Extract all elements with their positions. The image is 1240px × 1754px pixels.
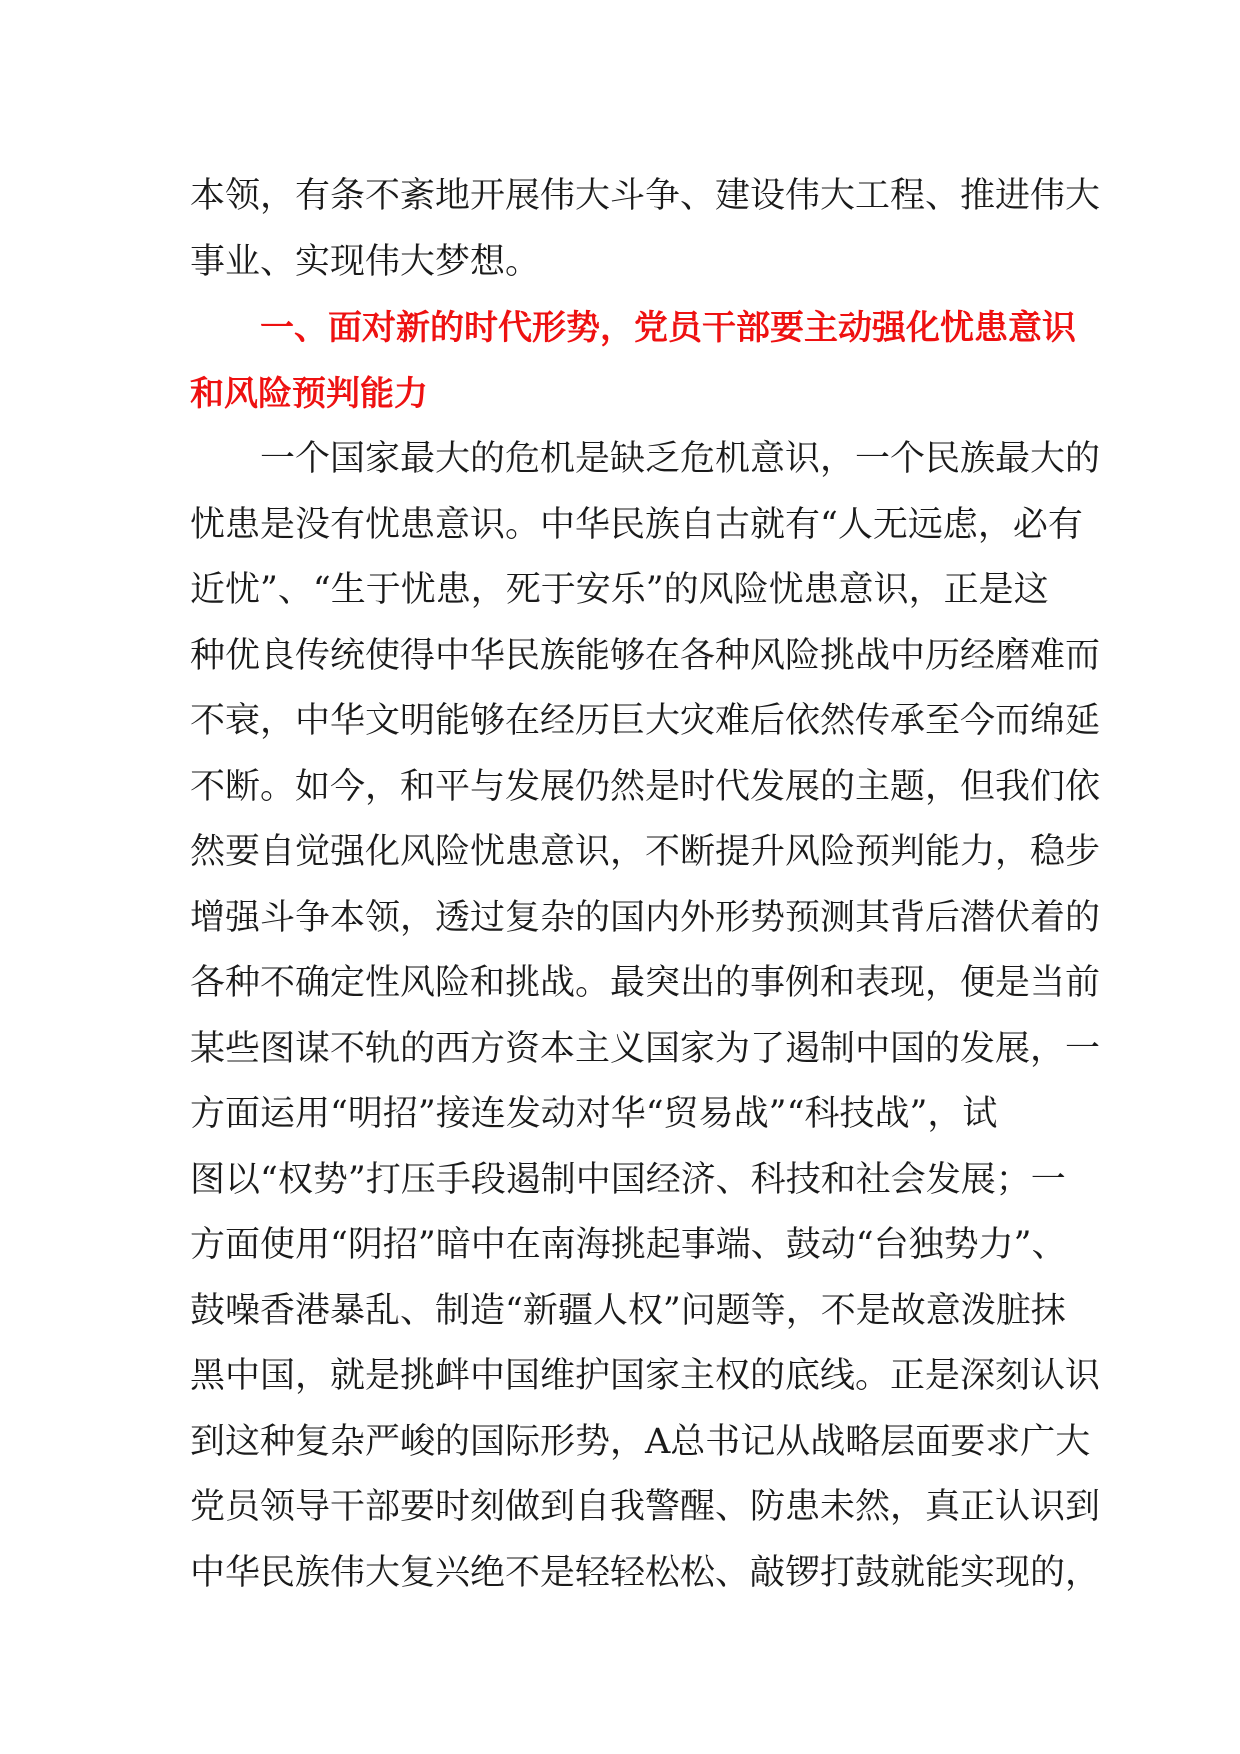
text-line: 增强斗争本领，透过复杂的国内外形势预测其背后潜伏着的 (190, 897, 1101, 938)
text-line: 不断。如今，和平与发展仍然是时代发展的主题，但我们依 (190, 766, 1101, 807)
paragraph-1 (190, 427, 1101, 1606)
text-line: 鼓噪香港暴乱、制造“新疆人权”问题等，不是故意泼脏抹 (190, 1290, 1066, 1331)
heading-line: 和风险预判能力 (190, 373, 428, 414)
text-line: 本领，有条不紊地开展伟大斗争、建设伟大工程、推进伟大 (190, 176, 1101, 216)
text-line: 种优良传统使得中华民族能够在各种风险挑战中历经磨难而 (190, 635, 1101, 676)
text-line: 不衰，中华文明能够在经历巨大灾难后依然传承至今而绵延 (190, 701, 1101, 741)
text-line: 方面使用“阴招”暗中在南海挑起事端、鼓动“台独势力”、 (190, 1225, 1067, 1265)
text-line: 然要自觉强化风险忧患意识，不断提升风险预判能力，稳步 (190, 832, 1101, 872)
text-line: 近忧”、“生于忧患，死于安乐”的风险忧患意识，正是这 (190, 570, 1049, 610)
text-line: 图以“权势”打压手段遏制中国经济、科技和社会发展；一 (190, 1159, 1066, 1200)
text-line: 中华民族伟大复兴绝不是轻轻松松、敲锣打鼓就能实现的， (190, 1552, 1101, 1593)
section-heading-1 (190, 296, 1076, 427)
text-line: 方面运用“明招”接连发动对华“贸易战”“科技战”，试 (190, 1094, 998, 1134)
paragraph-intro-continuation (190, 164, 1101, 295)
heading-line: 一、面对新的时代形势，党员干部要主动强化忧患意识 (260, 308, 1076, 348)
text-line: 各种不确定性风险和挑战。最突出的事例和表现，便是当前 (190, 963, 1101, 1003)
text-line: 到这种复杂严峻的国际形势，A总书记从战略层面要求广大 (190, 1421, 1091, 1462)
text-line: 黑中国，就是挑衅中国维护国家主权的底线。正是深刻认识 (190, 1356, 1101, 1396)
text-line: 党员领导干部要时刻做到自我警醒、防患未然，真正认识到 (190, 1487, 1101, 1527)
text-line: 一个国家最大的危机是缺乏危机意识，一个民族最大的 (260, 439, 1101, 479)
text-line: 某些图谋不轨的西方资本主义国家为了遏制中国的发展，一 (190, 1028, 1101, 1069)
text-line: 忧患是没有忧患意识。中华民族自古就有“人无远虑，必有 (190, 504, 1083, 545)
text-line: 事业、实现伟大梦想。 (190, 241, 541, 282)
